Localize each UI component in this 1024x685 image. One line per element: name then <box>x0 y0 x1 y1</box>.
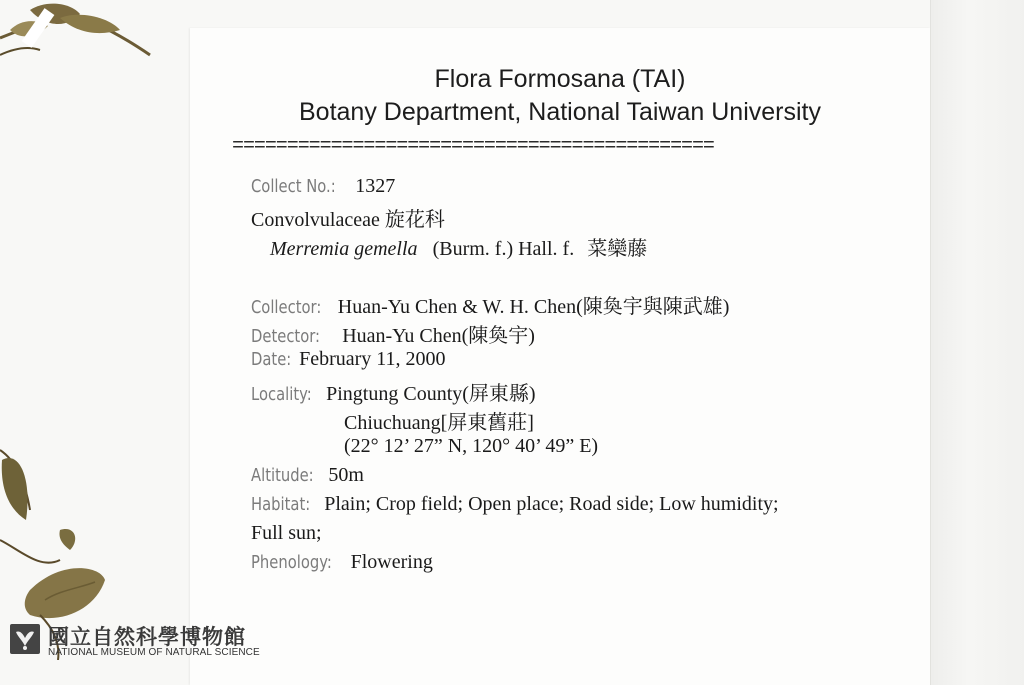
museum-name-zh: 國立自然科學博物館 <box>48 625 246 649</box>
altitude-key: Altitude: <box>251 465 314 486</box>
locality-row <box>251 377 536 406</box>
collect-number-row <box>251 175 395 198</box>
locality-place: Chiuchuang[屏東舊莊] <box>344 412 534 434</box>
locality-key: Locality: <box>251 384 312 405</box>
museum-logo <box>10 621 275 661</box>
locality-coordinates: (22° 12’ 27” N, 120° 40’ 49” E) <box>344 435 599 457</box>
phenology-key: Phenology: <box>251 552 332 573</box>
label-separator: ============================================ <box>232 135 714 158</box>
species-chinese-name: 菜欒藤 <box>587 238 648 260</box>
family-row: Convolvulaceae 旋花科 <box>251 209 445 231</box>
label-header-department: Botany Department, National Taiwan University <box>298 98 821 126</box>
label-header-institution: Flora Formosana (TAI) <box>434 65 686 93</box>
sheet-edge <box>930 0 1024 685</box>
date-value: February 11, 2000 <box>299 348 446 370</box>
locality-county: Pingtung County(屏東縣) <box>326 383 536 405</box>
herbarium-label <box>190 28 930 685</box>
collect-number-key: Collect No.: <box>251 176 336 197</box>
specimen-leaves-top <box>0 0 160 80</box>
habitat-continuation: Full sun; <box>251 522 322 544</box>
museum-emblem-icon <box>10 624 40 654</box>
phenology-value: Flowering <box>350 551 433 573</box>
altitude-row <box>251 464 364 487</box>
collector-row <box>251 290 729 319</box>
date-row <box>251 348 446 371</box>
species-name: Merremia gemella <box>270 238 418 260</box>
species-row <box>270 232 647 261</box>
species-author: (Burm. f.) Hall. f. <box>432 238 575 260</box>
phenology-row <box>251 551 433 574</box>
detector-value: Huan-Yu Chen(陳奐宇) <box>342 325 535 347</box>
collect-number-value: 1327 <box>355 175 396 197</box>
detector-key: Detector: <box>251 326 321 347</box>
collector-key: Collector: <box>251 297 322 318</box>
museum-name-en: NATIONAL MUSEUM OF NATURAL SCIENCE <box>48 647 260 658</box>
collector-value: Huan-Yu Chen & W. H. Chen(陳奐宇與陳武雄) <box>337 296 730 318</box>
date-key: Date: <box>251 349 292 370</box>
habitat-row <box>251 493 779 516</box>
altitude-value: 50m <box>328 464 364 486</box>
habitat-key: Habitat: <box>251 494 311 515</box>
habitat-value: Plain; Crop field; Open place; Road side; Low humidity; <box>324 493 779 515</box>
detector-row <box>251 319 535 348</box>
